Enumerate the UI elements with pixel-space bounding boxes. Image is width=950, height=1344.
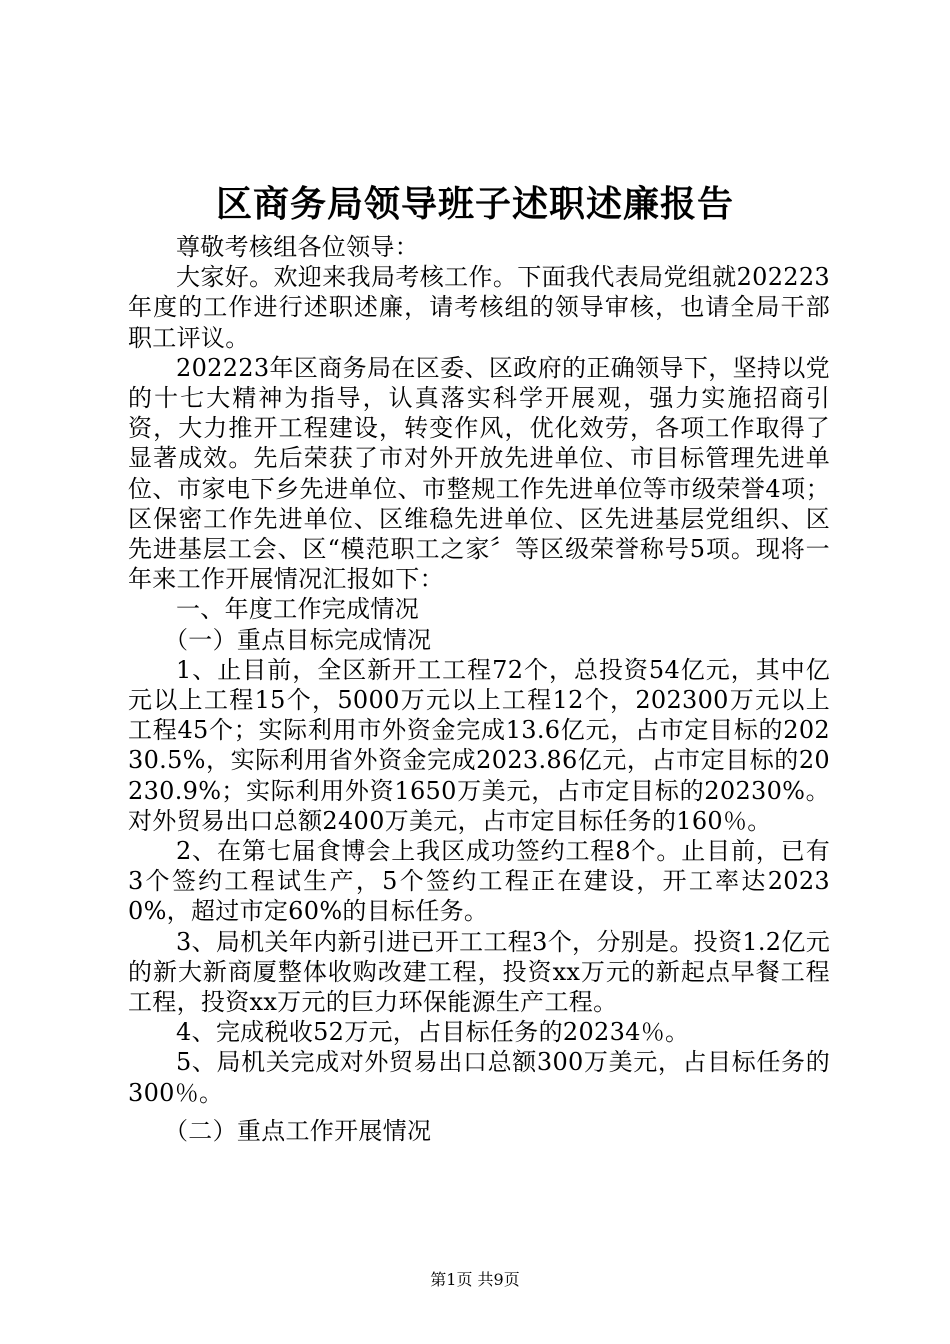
subsection-heading: （一）重点目标完成情况 xyxy=(164,625,432,654)
page-footer: 第1页 共9页 xyxy=(430,1270,520,1289)
list-item: 4、完成税收52万元，占目标任务的20234％。 xyxy=(176,1018,690,1047)
section-heading: 一、年度工作完成情况 xyxy=(176,595,419,624)
list-item: 1、止目前，全区新开工工程72个，总投资54亿元，其中亿元以上工程15个，5000万元以上工程12个，202300万元以上工程45个；实际利用市外资金完成13.6亿元，占市定目标的20230.5%，实际利用省外资金完成2023.86亿元，占市定目标的20230.9%；实际利用外资1650万美元，占市定目标的20230%。对外贸易出口总额2400万美元，占市定目标任务的160％。 xyxy=(128,655,830,835)
list-item: 5、局机关完成对外贸易出口总额300万美元，占目标任务的300％。 xyxy=(128,1048,830,1107)
document-title: 区商务局领导班子述职述廉报告 xyxy=(215,183,734,225)
greeting-paragraph: 大家好。欢迎来我局考核工作。下面我代表局党组就202223年度的工作进行述职述廉，请考核组的领导审核，也请全局干部职工评议。 xyxy=(128,263,830,352)
document-body xyxy=(128,232,830,1146)
subsection-heading: （二）重点工作开展情况 xyxy=(164,1116,432,1145)
overview-paragraph: 202223年区商务局在区委、区政府的正确领导下，坚持以党的十七大精神为指导，认真落实科学开展观，强力实施招商引资，大力推开工程建设，转变作风，优化效劳，各项工作取得了显著成效。先后荣获了市对外开放先进单位、市目标管理先进单位、市家电下乡先进单位、市整规工作先进单位等市级荣誉4项；区保密工作先进单位、区维稳先进单位、区先进基层党组织、区先进基层工会、区“模范职工之家〞等区级荣誉称号5项。现将一年来工作开展情况汇报如下： xyxy=(128,353,830,594)
list-item: 3、局机关年内新引进已开工工程3个，分别是。投资1.2亿元的新大新商厦整体收购改建工程，投资xx万元的新起点早餐工程工程，投资xx万元的巨力环保能源生产工程。 xyxy=(128,927,830,1017)
list-item: 2、在第七届食博会上我区成功签约工程8个。止目前，已有3个签约工程试生产，5个签约工程正在建设，开工率达20230%，超过市定60%的目标任务。 xyxy=(128,837,830,926)
salutation-paragraph: 尊敬考核组各位领导： xyxy=(176,233,419,261)
